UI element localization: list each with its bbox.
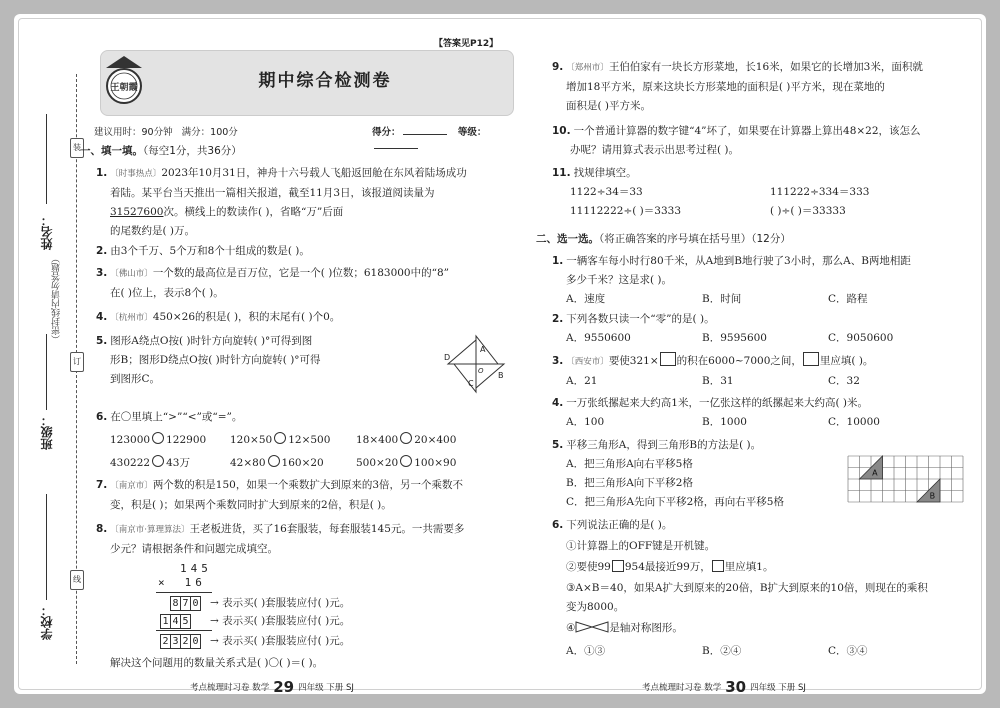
blank-box[interactable] (660, 352, 676, 366)
question-4: 4. 〔杭州市〕450×26的积是( )，积的末尾有( )个0。 (96, 311, 341, 323)
option-a[interactable]: A．速度 (566, 293, 606, 305)
question-9: 9. 〔郑州市〕王伯伯家有一块长方形菜地，长16米，如果它的长增加3米，面积就 增加18平方米，原来这块长方形菜地的面积是( )平方米，现在菜地的 面积是( )平方米。 (552, 61, 923, 112)
page-number-30: 30 (725, 678, 747, 696)
question-11: 11. 找规律填空。 1122÷34＝33 111222÷334＝333 11112222÷( )＝3333 ( )÷( )＝33333 (552, 167, 870, 217)
exam-page: 姓名： （密封线内请勿答题） 班级： 学校： 装 订 线 【答案见P12】 王朝霞 期中综合检测卷 建议用时：90分钟 满分：100分 得分： 等级： 一、填一填。（每空1分，共36分） 1. 〔时事热点〕2023年10月31日，神舟十六号载人飞船返回舱在东风着陆场成功 着陆。某平台当天推出一篇相关报道，截至11月3日，该报道阅读量为 31527600次。横线上的数读作( )，省略“万”后面 的尾数约是( )万。 2. 由3个千万、5个万和8个十组成的数是( )。 3. 〔佛山市〕一个数的最高位是百万位，它是一个( )位数；6183000中的“8” 在( )位上，表示8个( )。 4. 〔杭州市〕450×26的积是( )，积的末尾有( )个0。 5. 图形A绕点O按( )时针方向旋转( )°可得到图 形B；图形D绕点O按( )时针方向旋转( )°可得 到图形C。 A B C D O 6. 在〇里填上“>”“<”或“=”。 123000 122900 120×50 12×500 18×400 20×400 430222 43万 42×80 160×20 500×20 100×90 7. 〔南京市〕两个数的积是150，如果一个乘数扩大到原来的3倍，另一个乘数不 变，积是( )；如果两个乘数同时扩大到原来的2倍，积是( )。 8. 〔南京市·算理算法〕王老板进货，买了16套服装，每套服装145元。一共需要多 少元？请根据条件和问题完成填空。 145 × 16 8 7 0 1 4 5 2 3 2 0 → 表示买( )套服装应付( )元。 → 表示买( )套服装应付( )元。 → 表示买( )套服装应付( )元。 解决这个问题用的数量关系式是( )〇( )＝( )。 考点梳理时习卷 数学 29 四年级 下册 SJ 9. 〔郑州市〕王伯伯家有一块长方形菜地，长16米，如果它的长增加3米，面积就 增加18平方米，原来这块长方形菜地的面积是( )平方米，现在菜地的 面积是( )平方米。 10. 一个普通计算器的数字键“4”坏了，如果要在计算器上算出48×22，该怎么 办呢？请用算式表示出思考过程( )。 11. 找规律填空。 1122÷34＝33 111222÷334＝333 11112222÷( )＝3333 ( )÷( )＝33333 二、选一选。（将正确答案的序号填在括号里）（12分） 1. 一辆客车每小时行80千米，从A地到B地行驶了3小时，那么A、B两地相距 多少千米？这是求( )。 A．速度 B．时间 C．路程 2. 下列各数只读一个“零”的是( )。 A．9550600 B．9595600 C．9050600 3. 〔西安市〕要使321× 的积在6000~7000之间， 里应填( )。 A．21 B．31 C．32 4. 一万张纸摞起来大约高1米，一亿张这样的纸摞起来大约高( )米。 A．100 B．1000 C．10000 5. 平移三角形A，得到三角形B的方法是( )。 A．把三角形A向右平移5格 B．把三角形A向下平移2格 C．把三角形A先向下平移2格，再向右平移5格 A B 6. 下列说法正确的是( )。 ①计算器上的OFF键是开机键。 ②要使99 954最接近99万， 里应填1。 ③A×B＝40，如果A扩大到原来的20倍，B扩大到原来的10倍，则现在的乘积 变为8000。 ④ 是轴对称图形。 A．①③ B．②④ C．③④ 考点梳理时习卷 数学 30 四年级 下册 SJ (14, 14, 986, 694)
option-c[interactable]: C．9050600 (828, 332, 894, 344)
question-7: 7. 〔南京市〕两个数的积是150，如果一个乘数扩大到原来的3倍，另一个乘数不 变，积是( )；如果两个乘数同时扩大到原来的2倍，积是( )。 (96, 479, 464, 511)
question-3: 3. 〔佛山市〕一个数的最高位是百万位，它是一个( )位数；6183000中的“8” 在( )位上，表示8个( )。 (96, 267, 450, 299)
step-1-explain: → 表示买( )套服装应付( )元。 (210, 597, 351, 609)
shape-label-a: A (480, 345, 486, 354)
compare-circle[interactable] (152, 455, 164, 467)
option-a[interactable]: A．100 (566, 416, 605, 428)
class-field[interactable] (46, 334, 47, 410)
option-b[interactable]: B．9595600 (702, 332, 767, 344)
option-c[interactable]: C．32 (828, 375, 860, 387)
choice-3: 3. 〔西安市〕要使321× 的积在6000~7000之间， 里应填( )。 A．21 B．31 C．32 (552, 352, 982, 391)
school-label: 学校： (40, 604, 54, 640)
school-field[interactable] (46, 494, 47, 600)
shape-label-b: B (498, 371, 504, 380)
question-8: 8. 〔南京市·算理算法〕王老板进货，买了16套服装，每套服装145元。一共需要多 少元？请根据条件和问题完成填空。 (96, 523, 465, 555)
full-score: 满分：100分 (181, 127, 238, 138)
binding-margin (36, 74, 81, 674)
bowtie-figure-icon (575, 621, 609, 633)
question-1: 1. 〔时事热点〕2023年10月31日，神舟十六号载人飞船返回舱在东风着陆场成功 着陆。某平台当天推出一篇相关报道，截至11月3日，该报道阅读量为 31527600次。横线上的数读作( )，省略“万”后面 的尾数约是( )万。 (96, 167, 467, 237)
compare-circle[interactable] (400, 455, 412, 467)
point-o: O (478, 367, 484, 375)
footer-right: 考点梳理时习卷 数学 30 四年级 下册 SJ (642, 678, 806, 696)
shape-label-c: C (468, 379, 474, 388)
logo-text: 王朝霞 (110, 83, 138, 93)
question-6: 6. 在〇里填上“>”“<”或“=”。 123000 122900 120×50 12×500 18×400 20×400 430222 43万 42×80 160×20 500×20 100×90 (96, 411, 457, 469)
section-2-title: 二、选一选。（将正确答案的序号填在括号里）（12分） (536, 233, 791, 245)
choice-5: 5. 平移三角形A，得到三角形B的方法是( )。 A．把三角形A向右平移5格 B．把三角形A向下平移2格 C．把三角形A先向下平移2格，再向右平移5格 (552, 436, 852, 512)
question-10: 10. 一个普通计算器的数字键“4”坏了，如果要在计算器上算出48×22，该怎么 办呢？请用算式表示出思考过程( )。 (552, 125, 921, 156)
option-a[interactable]: A．21 (566, 375, 598, 387)
relation-formula: 解决这个问题用的数量关系式是( )〇( )＝( )。 (110, 657, 324, 669)
answer-reference: 【答案见P12】 (434, 39, 499, 49)
option-c[interactable]: C．把三角形A先向下平移2格，再向右平移5格 (566, 496, 784, 508)
seal-note: （密封线内请勿答题） (52, 254, 62, 344)
compare-circle[interactable] (400, 432, 412, 444)
choice-2: 2. 下列各数只读一个“零”的是( )。 A．9550600 B．9595600 C．9050600 (552, 310, 982, 348)
name-field[interactable] (46, 114, 47, 204)
triangle-a-label: A (872, 468, 878, 478)
footer-left: 考点梳理时习卷 数学 29 四年级 下册 SJ (190, 678, 354, 696)
option-b[interactable]: B．1000 (702, 416, 747, 428)
option-a[interactable]: A．①③ (566, 645, 606, 657)
seal-mark-3: 线 (70, 570, 84, 590)
choice-6: 6. 下列说法正确的是( )。 ①计算器上的OFF键是开机键。 ②要使99 954最接近99万， 里应填1。 ③A×B＝40，如果A扩大到原来的20倍，B扩大到原来的10倍，则现在的乘积 变为8000。 ④ 是轴对称图形。 A．①③ B．②④ C．③④ (552, 516, 982, 661)
question-2: 2. 由3个千万、5个万和8个十组成的数是( )。 (96, 245, 310, 257)
option-b[interactable]: B．把三角形A向下平移2格 (566, 477, 693, 489)
page-number-29: 29 (273, 678, 295, 696)
option-b[interactable]: B．时间 (702, 293, 742, 305)
rotation-figure (440, 332, 512, 396)
time-limit: 建议用时：90分钟 (94, 127, 173, 138)
class-label: 班级： (40, 414, 54, 450)
choice-1: 1. 一辆客车每小时行80千米，从A地到B地行驶了3小时，那么A、B两地相距 多少千米？这是求( )。 A．速度 B．时间 C．路程 (552, 252, 982, 309)
grade-label: 等级： (457, 127, 487, 138)
shape-label-d: D (444, 353, 451, 362)
option-a[interactable]: A．把三角形A向右平移5格 (566, 458, 693, 470)
score-field[interactable] (403, 124, 447, 135)
section-1-title: 一、填一填。（每空1分，共36分） (80, 145, 242, 157)
step-2-explain: → 表示买( )套服装应付( )元。 (210, 615, 351, 627)
blank-box[interactable] (803, 352, 819, 366)
triangle-b-label: B (929, 491, 936, 501)
choice-4: 4. 一万张纸摞起来大约高1米，一亿张这样的纸摞起来大约高( )米。 A．100 B．1000 C．10000 (552, 394, 982, 432)
step-3-explain: → 表示买( )套服装应付( )元。 (210, 635, 351, 647)
option-b[interactable]: B．31 (702, 375, 734, 387)
compare-circle[interactable] (268, 455, 280, 467)
option-c[interactable]: C．路程 (828, 293, 868, 305)
option-c[interactable]: C．10000 (828, 416, 880, 428)
question-5: 5. 图形A绕点O按( )时针方向旋转( )°可得到图 形B；图形D绕点O按( )时针方向旋转( )°可得 到图形C。 (96, 335, 321, 385)
option-a[interactable]: A．9550600 (566, 332, 631, 344)
seal-mark-2: 订 (70, 352, 84, 372)
exam-meta (94, 124, 514, 138)
option-b[interactable]: B．②④ (702, 645, 742, 657)
option-c[interactable]: C．③④ (828, 645, 868, 657)
blank-box[interactable] (712, 560, 724, 572)
compare-circle[interactable] (274, 432, 286, 444)
name-label: 姓名： (40, 214, 54, 250)
translation-grid (846, 454, 966, 510)
page-title: 期中综合检测卷 (258, 71, 392, 91)
seal-mark-1: 装 (70, 138, 84, 158)
publisher-logo (102, 54, 146, 108)
blank-box[interactable] (612, 560, 624, 572)
score-label: 得分： (372, 127, 401, 138)
grade-field[interactable] (374, 138, 418, 149)
compare-circle[interactable] (152, 432, 164, 444)
